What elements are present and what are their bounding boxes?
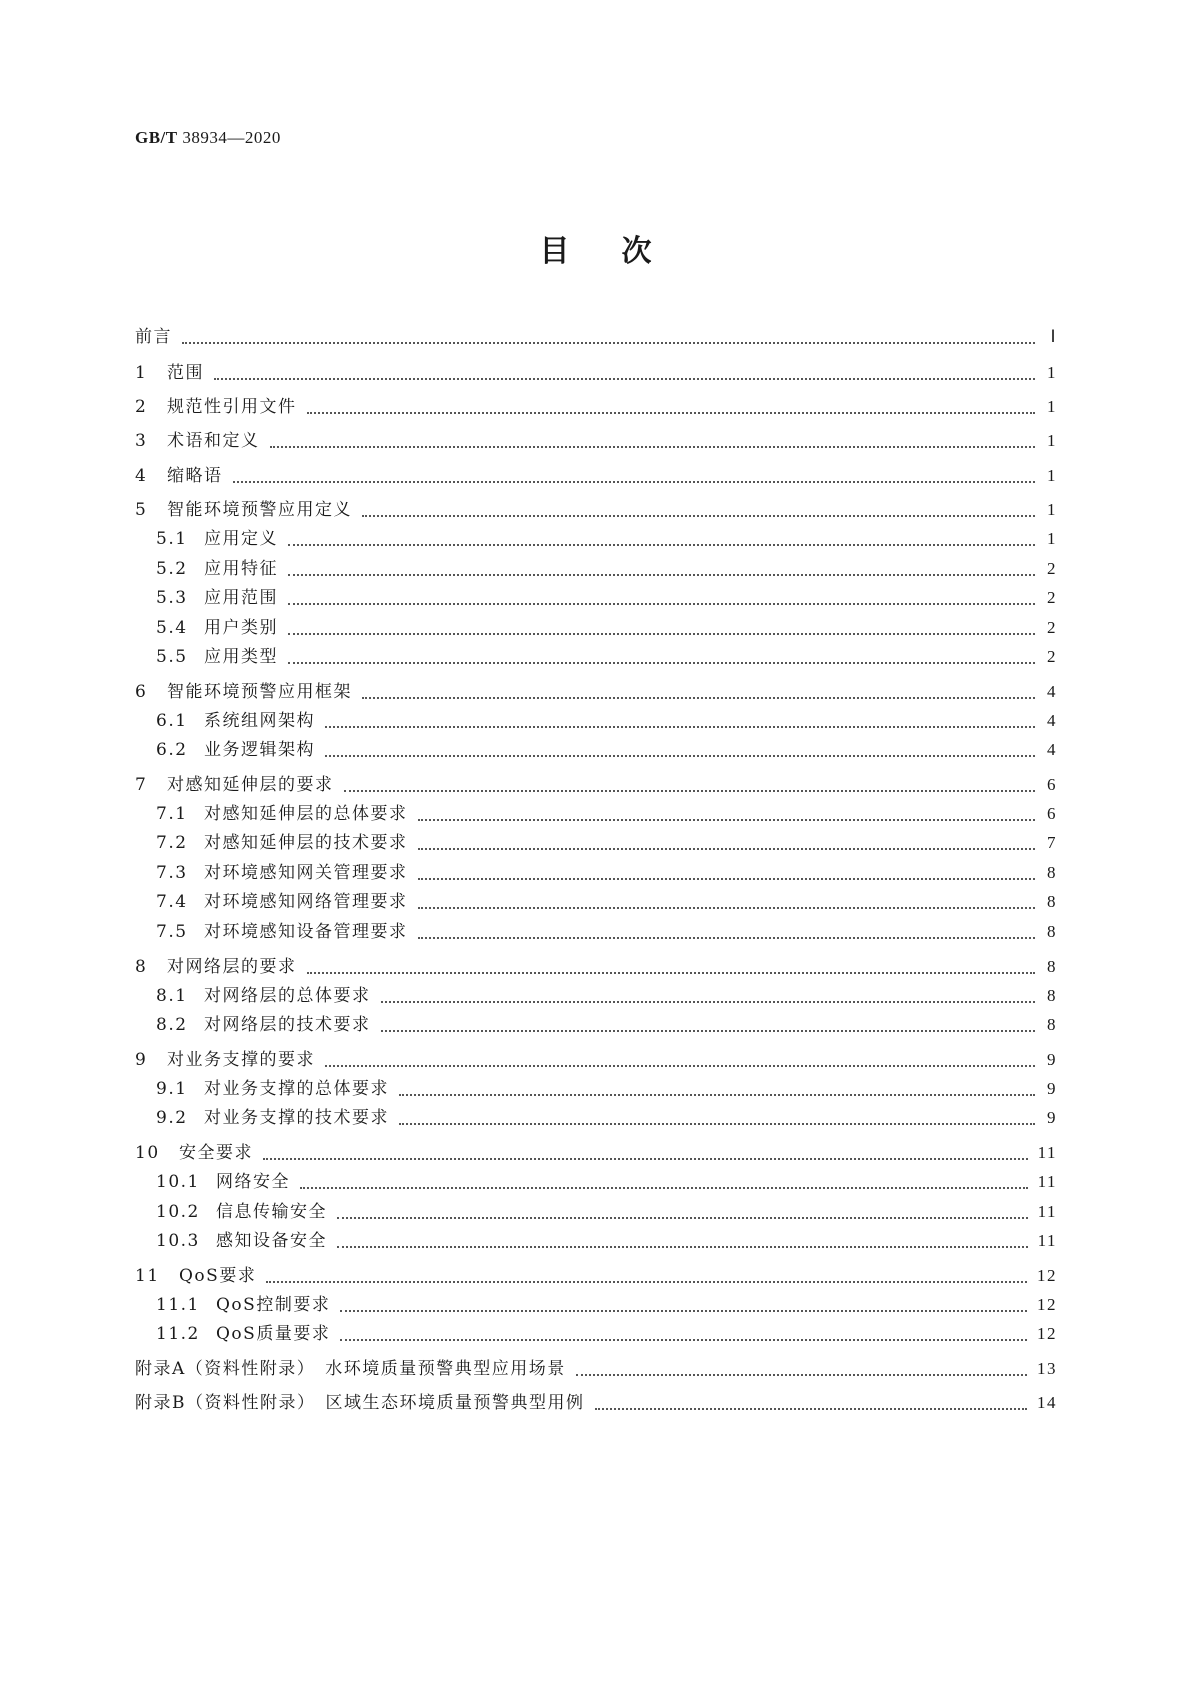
toc-number: 10.2: [156, 1202, 200, 1222]
dot-leader: [288, 563, 1035, 576]
dot-leader: [233, 470, 1036, 483]
toc-label: 应用定义: [204, 529, 278, 549]
dot-leader: [418, 837, 1036, 850]
toc-page: 4: [1047, 682, 1057, 701]
dot-leader: [288, 592, 1035, 605]
toc-page: Ⅰ: [1050, 327, 1057, 346]
toc-page: 11: [1037, 1202, 1057, 1221]
toc-entry-7-1[interactable]: [135, 803, 1057, 825]
toc-label: 智能环境预警应用框架: [167, 682, 352, 702]
toc-number: 5.5: [156, 647, 188, 667]
dot-leader: [300, 1176, 1028, 1189]
toc-label: QoS质量要求: [216, 1324, 331, 1344]
toc-entry-7-2[interactable]: [135, 832, 1057, 854]
toc-entry-10[interactable]: [135, 1142, 1057, 1164]
dot-leader: [362, 686, 1035, 699]
toc-label: 对业务支撑的总体要求: [204, 1079, 389, 1099]
toc-page: 12: [1037, 1324, 1057, 1343]
toc-entry-5-5[interactable]: [135, 646, 1057, 668]
toc-page: 2: [1047, 588, 1057, 607]
toc-entry-annex-a[interactable]: [135, 1358, 1057, 1380]
toc-label: 对感知延伸层的总体要求: [204, 804, 408, 824]
toc-label: 对环境感知网关管理要求: [204, 863, 408, 883]
toc-label: 系统组网架构: [204, 711, 315, 731]
toc-number: 4: [135, 466, 148, 486]
dot-leader: [418, 926, 1036, 939]
toc-page: 6: [1047, 775, 1057, 794]
toc-page: 2: [1047, 618, 1057, 637]
toc-label: 对环境感知网络管理要求: [204, 892, 408, 912]
dot-leader: [344, 779, 1036, 792]
dot-leader: [340, 1328, 1027, 1341]
toc-label: 对感知延伸层的要求: [167, 775, 334, 795]
toc-label: 智能环境预警应用定义: [167, 500, 352, 520]
toc-entry-6-2[interactable]: [135, 739, 1057, 761]
toc-page: 13: [1037, 1359, 1057, 1378]
toc-page: 1: [1047, 529, 1057, 548]
toc-number: 11: [135, 1266, 160, 1286]
toc-page: 8: [1047, 892, 1057, 911]
toc-number: 7.5: [156, 922, 188, 942]
dot-leader: [270, 435, 1036, 448]
dot-leader: [340, 1299, 1027, 1312]
dot-leader: [399, 1083, 1035, 1096]
dot-leader: [418, 867, 1036, 880]
toc-number: 10: [135, 1143, 160, 1163]
toc-number: 6.1: [156, 711, 188, 731]
toc-number: 3: [135, 431, 148, 451]
dot-leader: [214, 367, 1035, 380]
toc-label: 对网络层的总体要求: [204, 986, 371, 1006]
toc-page: 11: [1037, 1143, 1057, 1162]
toc-page: 1: [1047, 397, 1057, 416]
toc-number: 7.3: [156, 863, 188, 883]
toc-number: 10.3: [156, 1231, 200, 1251]
standard-prefix: GB/T: [135, 128, 178, 147]
dot-leader: [337, 1206, 1028, 1219]
toc-number: 9.1: [156, 1079, 188, 1099]
toc-entry-10-2[interactable]: [135, 1201, 1057, 1223]
toc-page: 1: [1047, 431, 1057, 450]
toc-label: 对感知延伸层的技术要求: [204, 833, 408, 853]
toc-label: 对网络层的要求: [167, 957, 297, 977]
toc-number: 5.3: [156, 588, 188, 608]
toc-label: 对业务支撑的技术要求: [204, 1108, 389, 1128]
dot-leader: [288, 533, 1035, 546]
dot-leader: [182, 331, 1035, 344]
toc-number: 5.1: [156, 529, 188, 549]
toc-entry-2[interactable]: [135, 396, 1057, 418]
dot-leader: [325, 744, 1035, 757]
toc-entry-9-2[interactable]: [135, 1107, 1057, 1129]
toc-label: 感知设备安全: [216, 1231, 327, 1251]
dot-leader: [418, 808, 1036, 821]
toc-entry-8-2[interactable]: [135, 1014, 1057, 1036]
toc-entry-5-4[interactable]: [135, 617, 1057, 639]
toc-entry-10-3[interactable]: [135, 1230, 1057, 1252]
toc-label: 范围: [167, 363, 204, 383]
toc-label: 对环境感知设备管理要求: [204, 922, 408, 942]
dot-leader: [263, 1147, 1028, 1160]
toc-page: 9: [1047, 1108, 1057, 1127]
toc-entry-11-2[interactable]: [135, 1323, 1057, 1345]
toc-entry-5-1[interactable]: [135, 528, 1057, 550]
dot-leader: [381, 990, 1036, 1003]
toc-entry-10-1[interactable]: [135, 1171, 1057, 1193]
dot-leader: [362, 504, 1035, 517]
toc-label: 规范性引用文件: [167, 397, 297, 417]
toc-entry-6-1[interactable]: [135, 710, 1057, 732]
toc-entry-4[interactable]: [135, 465, 1057, 487]
toc-number: 9.2: [156, 1108, 188, 1128]
toc-entry-6[interactable]: [135, 681, 1057, 703]
toc-entry-11[interactable]: [135, 1265, 1057, 1287]
toc-number: 5.2: [156, 559, 188, 579]
toc-page: 12: [1037, 1295, 1057, 1314]
toc-label: 缩略语: [167, 466, 223, 486]
dot-leader: [576, 1363, 1027, 1376]
dot-leader: [325, 715, 1035, 728]
standard-number: 38934—2020: [182, 128, 281, 147]
toc-number: 2: [135, 397, 148, 417]
toc-number: 7.2: [156, 833, 188, 853]
dot-leader: [418, 896, 1036, 909]
dot-leader: [307, 401, 1036, 414]
toc-entry-9[interactable]: [135, 1049, 1057, 1071]
page-title: 目次: [539, 234, 704, 269]
toc-number: 5.4: [156, 618, 188, 638]
toc-number: 11.2: [156, 1324, 200, 1344]
toc-entry-1[interactable]: [135, 362, 1057, 384]
toc-page: 1: [1047, 500, 1057, 519]
toc-number: 7: [135, 775, 148, 795]
toc-entry-5-2[interactable]: [135, 558, 1057, 580]
toc-number: 6.2: [156, 740, 188, 760]
toc-label: 对网络层的技术要求: [204, 1015, 371, 1035]
toc-page: 8: [1047, 1015, 1057, 1034]
dot-leader: [337, 1235, 1028, 1248]
toc-label: 应用范围: [204, 588, 278, 608]
dot-leader: [266, 1270, 1027, 1283]
dot-leader: [288, 622, 1035, 635]
toc-number: 8.2: [156, 1015, 188, 1035]
toc-page: 7: [1047, 833, 1057, 852]
toc-number: 11.1: [156, 1295, 200, 1315]
toc-page: 1: [1047, 363, 1057, 382]
toc-label: 网络安全: [216, 1172, 290, 1192]
toc-page: 4: [1047, 711, 1057, 730]
toc-number: 8: [135, 957, 148, 977]
toc-page: 8: [1047, 863, 1057, 882]
toc-page: 4: [1047, 740, 1057, 759]
toc-page: 8: [1047, 957, 1057, 976]
toc-label: 对业务支撑的要求: [167, 1050, 315, 1070]
toc-entry-5[interactable]: [135, 499, 1057, 521]
toc-entry-annex-b[interactable]: [135, 1392, 1057, 1414]
toc-label: 业务逻辑架构: [204, 740, 315, 760]
toc-label: 附录B（资料性附录） 区域生态环境质量预警典型用例: [135, 1393, 585, 1413]
toc-number: 7.4: [156, 892, 188, 912]
toc-label: 应用类型: [204, 647, 278, 667]
toc-label: 用户类别: [204, 618, 278, 638]
toc-page: 8: [1047, 986, 1057, 1005]
dot-leader: [288, 651, 1035, 664]
toc-entry-5-3[interactable]: [135, 587, 1057, 609]
toc-number: 9: [135, 1050, 148, 1070]
toc-entry-11-1[interactable]: [135, 1294, 1057, 1316]
toc-label: 安全要求: [179, 1143, 253, 1163]
toc-entry-7[interactable]: [135, 774, 1057, 796]
toc-number: 8.1: [156, 986, 188, 1006]
toc-page: 12: [1037, 1266, 1057, 1285]
toc-entry-7-3[interactable]: [135, 862, 1057, 884]
toc-number: 10.1: [156, 1172, 200, 1192]
standard-code: [135, 128, 281, 148]
toc-page: 9: [1047, 1079, 1057, 1098]
toc-entry-3[interactable]: [135, 430, 1057, 452]
toc-label: 信息传输安全: [216, 1202, 327, 1222]
dot-leader: [399, 1112, 1035, 1125]
toc-label: 附录A（资料性附录） 水环境质量预警典型应用场景: [135, 1359, 566, 1379]
toc-number: 6: [135, 682, 148, 702]
toc-page: 6: [1047, 804, 1057, 823]
toc-page: 11: [1037, 1231, 1057, 1250]
toc-number: 7.1: [156, 804, 188, 824]
toc-page: 8: [1047, 922, 1057, 941]
toc-page: 11: [1037, 1172, 1057, 1191]
toc-entry-7-5[interactable]: [135, 921, 1057, 943]
dot-leader: [325, 1054, 1035, 1067]
toc-entry-9-1[interactable]: [135, 1078, 1057, 1100]
toc-label: QoS控制要求: [216, 1295, 331, 1315]
dot-leader: [307, 961, 1036, 974]
toc-number: 1: [135, 363, 148, 383]
toc-page: 9: [1047, 1050, 1057, 1069]
toc-page: 14: [1037, 1393, 1057, 1412]
toc-label: QoS要求: [179, 1266, 257, 1286]
dot-leader: [381, 1019, 1036, 1032]
toc-page: 1: [1047, 466, 1057, 485]
toc-number: 5: [135, 500, 148, 520]
toc-entry-7-4[interactable]: [135, 891, 1057, 913]
toc-label: 应用特征: [204, 559, 278, 579]
toc-entry-8-1[interactable]: [135, 985, 1057, 1007]
toc-page: 2: [1047, 647, 1057, 666]
toc-page: 2: [1047, 559, 1057, 578]
toc-entry-8[interactable]: [135, 956, 1057, 978]
dot-leader: [595, 1397, 1028, 1410]
toc-entry-preface[interactable]: [135, 326, 1057, 348]
toc-label: 术语和定义: [167, 431, 260, 451]
toc-label: 前言: [135, 327, 172, 347]
